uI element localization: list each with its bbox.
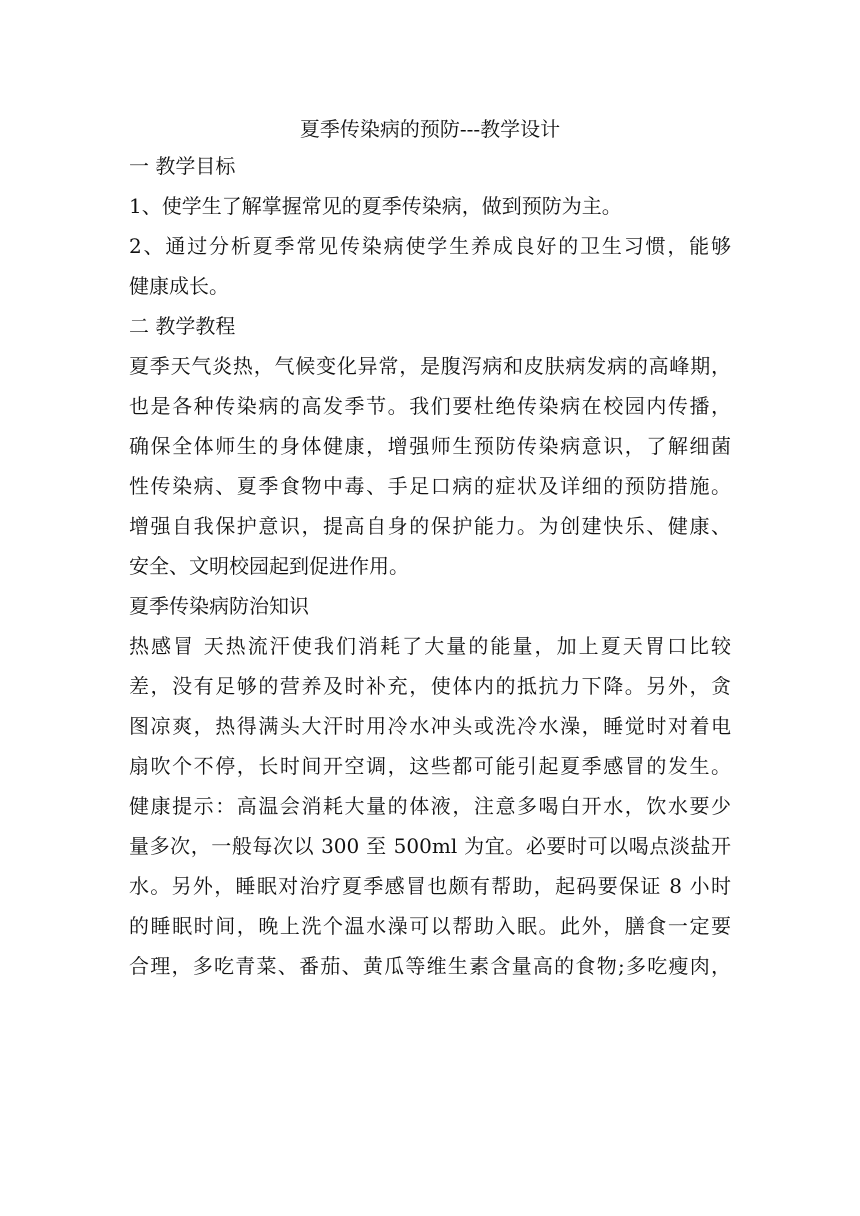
process-paragraph-line-1: 夏季天气炎热，气候变化异常，是腹泻病和皮肤病发病的高峰期， [129, 354, 731, 378]
process-paragraph-line-4: 性传染病、夏季食物中毒、手足口病的症状及详细的预防措施。 [129, 474, 731, 498]
tips-paragraph-line-5: 合理，多吃青菜、番茄、黄瓜等维生素含量高的食物;多吃瘦肉， [129, 954, 731, 978]
process-paragraph-line-3: 确保全体师生的身体健康，增强师生预防传染病意识，了解细菌 [129, 434, 731, 458]
goal-item-2-line-2: 健康成长。 [129, 274, 229, 298]
goal-item-2-line-1: 2、通过分析夏季常见传染病使学生养成良好的卫生习惯，能够 [129, 234, 731, 258]
tips-paragraph-line-2: 量多次，一般每次以 300 至 500ml 为宜。必要时可以喝点淡盐开 [129, 834, 731, 858]
cold-paragraph-line-2: 差，没有足够的营养及时补充，使体内的抵抗力下降。另外，贪 [129, 674, 731, 698]
cold-paragraph-line-1: 热感冒 天热流汗使我们消耗了大量的能量，加上夏天胃口比较 [129, 634, 731, 658]
section-heading-process: 二 教学教程 [129, 314, 236, 338]
process-paragraph-line-6: 安全、文明校园起到促进作用。 [129, 554, 409, 578]
document-body [129, 112, 731, 986]
process-paragraph-line-2: 也是各种传染病的高发季节。我们要杜绝传染病在校园内传播， [129, 394, 731, 418]
section-heading-goals: 一 教学目标 [129, 154, 236, 178]
goal-item-1: 1、使学生了解掌握常见的夏季传染病，做到预防为主。 [129, 194, 622, 218]
section-heading-knowledge: 夏季传染病防治知识 [129, 594, 309, 618]
document-title: 夏季传染病的预防---教学设计 [299, 117, 561, 141]
tips-paragraph-line-1: 健康提示：高温会消耗大量的体液，注意多喝白开水，饮水要少 [129, 794, 731, 818]
cold-paragraph-line-4: 扇吹个不停，长时间开空调，这些都可能引起夏季感冒的发生。 [129, 754, 731, 778]
tips-paragraph-line-4: 的睡眠时间，晚上洗个温水澡可以帮助入眠。此外，膳食一定要 [129, 914, 731, 938]
cold-paragraph-line-3: 图凉爽，热得满头大汗时用冷水冲头或洗冷水澡，睡觉时对着电 [129, 714, 731, 738]
tips-paragraph-line-3: 水。另外，睡眠对治疗夏季感冒也颇有帮助，起码要保证 8 小时 [129, 874, 731, 898]
process-paragraph-line-5: 增强自我保护意识，提高自身的保护能力。为创建快乐、健康、 [129, 514, 731, 538]
